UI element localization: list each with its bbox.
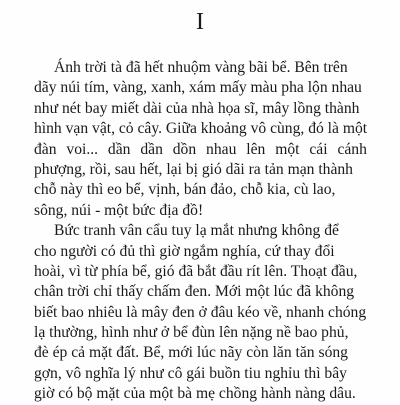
text-line: dãy núi tím, vàng, xanh, xám mấy màu pha lộn nhau xyxy=(34,79,362,97)
body-text xyxy=(34,58,389,405)
text-line-paragraph-1-start: Ánh trời tà đã hết nhuộm vàng bãi bể. Bên trên xyxy=(54,59,348,76)
text-line: như nét bay miết dài của nhà họa sĩ, mây lồng thành xyxy=(34,99,360,117)
text-line: hoài, vì từ phía bể, gió đã bắt đầu rít lên. Thoạt đầu, xyxy=(34,262,358,280)
text-line: đè ép cả mặt đất. Bể, mới lúc nãy còn lăn tăn sóng xyxy=(34,344,348,362)
text-line: lạ thường, hình như ở bể đùn lên nặng nề bao phủ, xyxy=(34,324,349,342)
text-line: chỗ này thì eo bể, vịnh, bán đảo, chỗ kia, cù lao, xyxy=(34,181,336,199)
text-line: phượng, rồi, sau hết, lại bị gió dãi ra tản mạn thành xyxy=(34,160,353,178)
text-line: sông, núi - một bức địa đồ! xyxy=(34,201,204,219)
chapter-numeral: I xyxy=(196,9,204,35)
text-line: hình vạn vật, cỏ cây. Giữa khoảng vô cùng, đó là một xyxy=(34,120,368,138)
text-line: đàn voi... dần dần dồn nhau lên một cái cánh xyxy=(34,140,367,158)
text-line: gợn, vô nghĩa lý như cô gái buồn tiu nghỉu thì bây xyxy=(34,364,347,382)
text-line-paragraph-2-start: Bức tranh vân cẩu tuy lạ mắt nhưng không để xyxy=(54,222,339,240)
text-line: giờ có bộ mặt của một bà mẹ chồng hành nàng dâu. xyxy=(34,385,356,403)
text-line: chân trời chỉ thấy chấm đen. Mới một lúc đã không xyxy=(34,283,355,301)
text-line: biết bao nhiêu là mây đen ở đâu kéo về, nhanh chóng xyxy=(34,303,367,321)
text-line: cho người có đủ thì giờ ngắm nghía, cứ thay đổi xyxy=(34,242,335,260)
